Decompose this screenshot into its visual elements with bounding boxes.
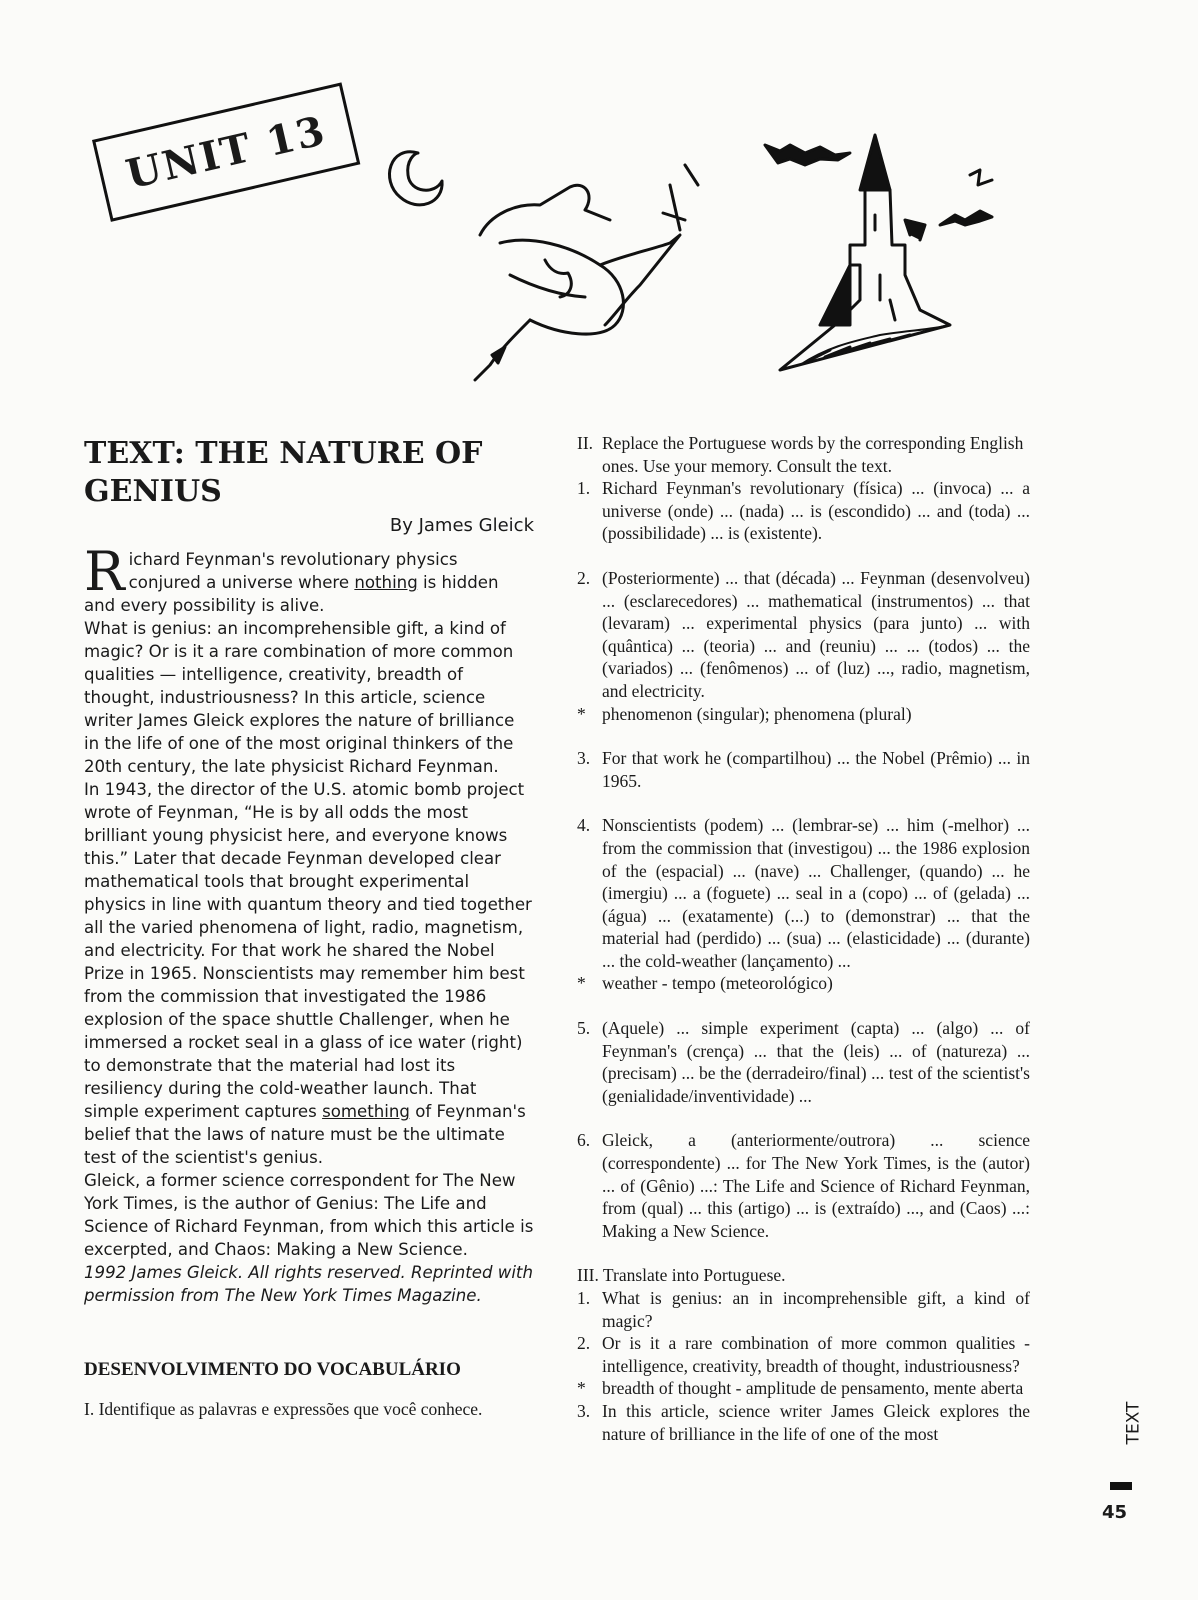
exercise-item: 1. Richard Feynman's revolutionary (física) ... (invoca) ... a universe (onde) ... (nada) ... is (escondido) ... and (toda) ... (possibilidade) ... is (existente).: [577, 478, 1030, 544]
drop-cap: R: [84, 540, 125, 603]
unit-label: UNIT 13: [92, 82, 360, 221]
exercise-note: * weather - tempo (meteorológico): [577, 973, 833, 994]
article-column: [84, 435, 534, 1420]
exercise-item: 2. (Posteriormente) ... that (década) ... Feynman (desenvolveu) ... (esclarecedores) ... mathematical (instrumentos) ... that (levaram) ... experimental physics (para junto) ... with (quântica) ... (teoria) ... and (reuniu) ... ... (todos) ... the (variados) ... (fenômenos) ... of (luz) ..., radio, magnetism, and electricity.: [577, 567, 1030, 701]
exercise-item: 2. Or is it a rare combination of more common qualities - intelligence, creativity, breadth of thought, industriousness?: [577, 1333, 1030, 1376]
exercise-item: 1. What is genius: an in incomprehensible gift, a kind of magic?: [577, 1288, 1030, 1331]
exercise-item: 3. In this article, science writer James Gleick explores the nature of brilliance in the life of one of the most: [577, 1400, 1030, 1444]
exercise-note: * breadth of thought - amplitude de pensamento, mente aberta: [577, 1378, 1024, 1399]
byline: By James Gleick: [389, 515, 534, 536]
vocab-item-i: I. Identifique as palavras e expressões que você conhece.: [84, 1399, 483, 1419]
exercise-item: 3. For that work he (compartilhou) ... the Nobel (Prêmio) ... in 1965.: [577, 748, 1030, 791]
side-tab-label: TEXT: [1123, 1401, 1144, 1445]
exercise-note: * phenomenon (singular); phenomena (plural): [577, 703, 912, 724]
article-paragraph: Gleick, a former science correspondent for The New York Times, is the author of Genius: The Life and Science of Richard Feynman, from which this article is excerpted, and Chaos: Making a New Science.: [84, 1171, 534, 1259]
section-ii-heading: II. Replace the Portuguese words by the corresponding English ones. Use your memory. Consult the text.: [577, 433, 1024, 476]
page-number: 45: [1102, 1502, 1128, 1523]
article-title: TEXT: THE NATURE OF GENIUS: [84, 436, 483, 509]
witch-icon: [475, 165, 698, 380]
article-paragraph: In 1943, the director of the U.S. atomic bomb project wrote of Feynman, “He is by all odds the most brilliant young physicist here, and everyone knows this.” Later that decade Feynman developed clear mathematical tools that brought experimental physics in line with quantum theory and tied together all the varied phenomena of light, radio, magnetism, and electricity. For that work he shared the Nobel Prize in 1965. Nonscientists may remember him best from the commission that investigated the 1986 explosion of the space shuttle Challenger, when he immersed a rocket seal in a glass of ice water (right) to demonstrate that the material had lost its resiliency during the cold-weather launch. That simple experiment captures something of Feynman's belief that the laws of nature must be the ultimate test of the scientist's genius.: [84, 780, 532, 1167]
article-paragraph: Richard Feynman's revolutionary physics conjured a universe where nothing is hidden and every possibility is alive.: [84, 540, 499, 615]
article-body: [84, 540, 534, 1307]
section-iii-heading: III. Translate into Portuguese.: [577, 1265, 786, 1286]
exercises-column: [577, 432, 1030, 1445]
vocab-section-title: DESENVOLVIMENTO DO VOCABULÁRIO: [84, 1359, 461, 1380]
copyright-notice: 1992 James Gleick. All rights reserved. Reprinted with permission from The New York Times Magazine.: [84, 1263, 533, 1305]
castle-icon: [780, 135, 950, 370]
exercise-item: 4. Nonscientists (podem) ... (lembrar-se) ... him (-melhor) ... from the commission that (investigou) ... the 1986 explosion of the (espacial) ... (nave) ... Challenger, (quando) ... he (imergiu) ... a (foguete) ... seal in a (copo) ... of (gelada) ... (água) ... (exatamente) (...) to (demonstrar) ... that the material had (perdido) ... (sua) ... (elasticidade) ... (durante) ... the cold-weather (lançamento) ...: [577, 815, 1030, 971]
article-paragraph: What is genius: an incomprehensible gift, a kind of magic? Or is it a rare combination of more common qualities — intelligence, creativity, breadth of thought, industriousness? In this article, science writer James Gleick explores the nature of brilliance in the life of one of the most original thinkers of the 20th century, the late physicist Richard Feynman.: [84, 619, 515, 776]
witch-castle-illustration: [380, 125, 1010, 400]
side-tab-bar: [1110, 1482, 1132, 1490]
exercise-item: 5. (Aquele) ... simple experiment (capta) ... (algo) ... of Feynman's (crença) ... that the (leis) ... of (natureza) ... (precisam) ... be the (derradeiro/final) ... test of the scientist's (genialidade/inventividade) ...: [577, 1018, 1030, 1106]
moon-icon: [390, 152, 443, 205]
exercise-item: 6. Gleick, a (anteriormente/outrora) ... science (correspondente) ... for The New York Times, is the (autor) ... of (Gênio) ...: The Life and Science of Richard Feynman, from (qual) ... this (artigo) ... is (extraído) ..., and (Caos) ...: Making a New Science.: [577, 1130, 1030, 1241]
